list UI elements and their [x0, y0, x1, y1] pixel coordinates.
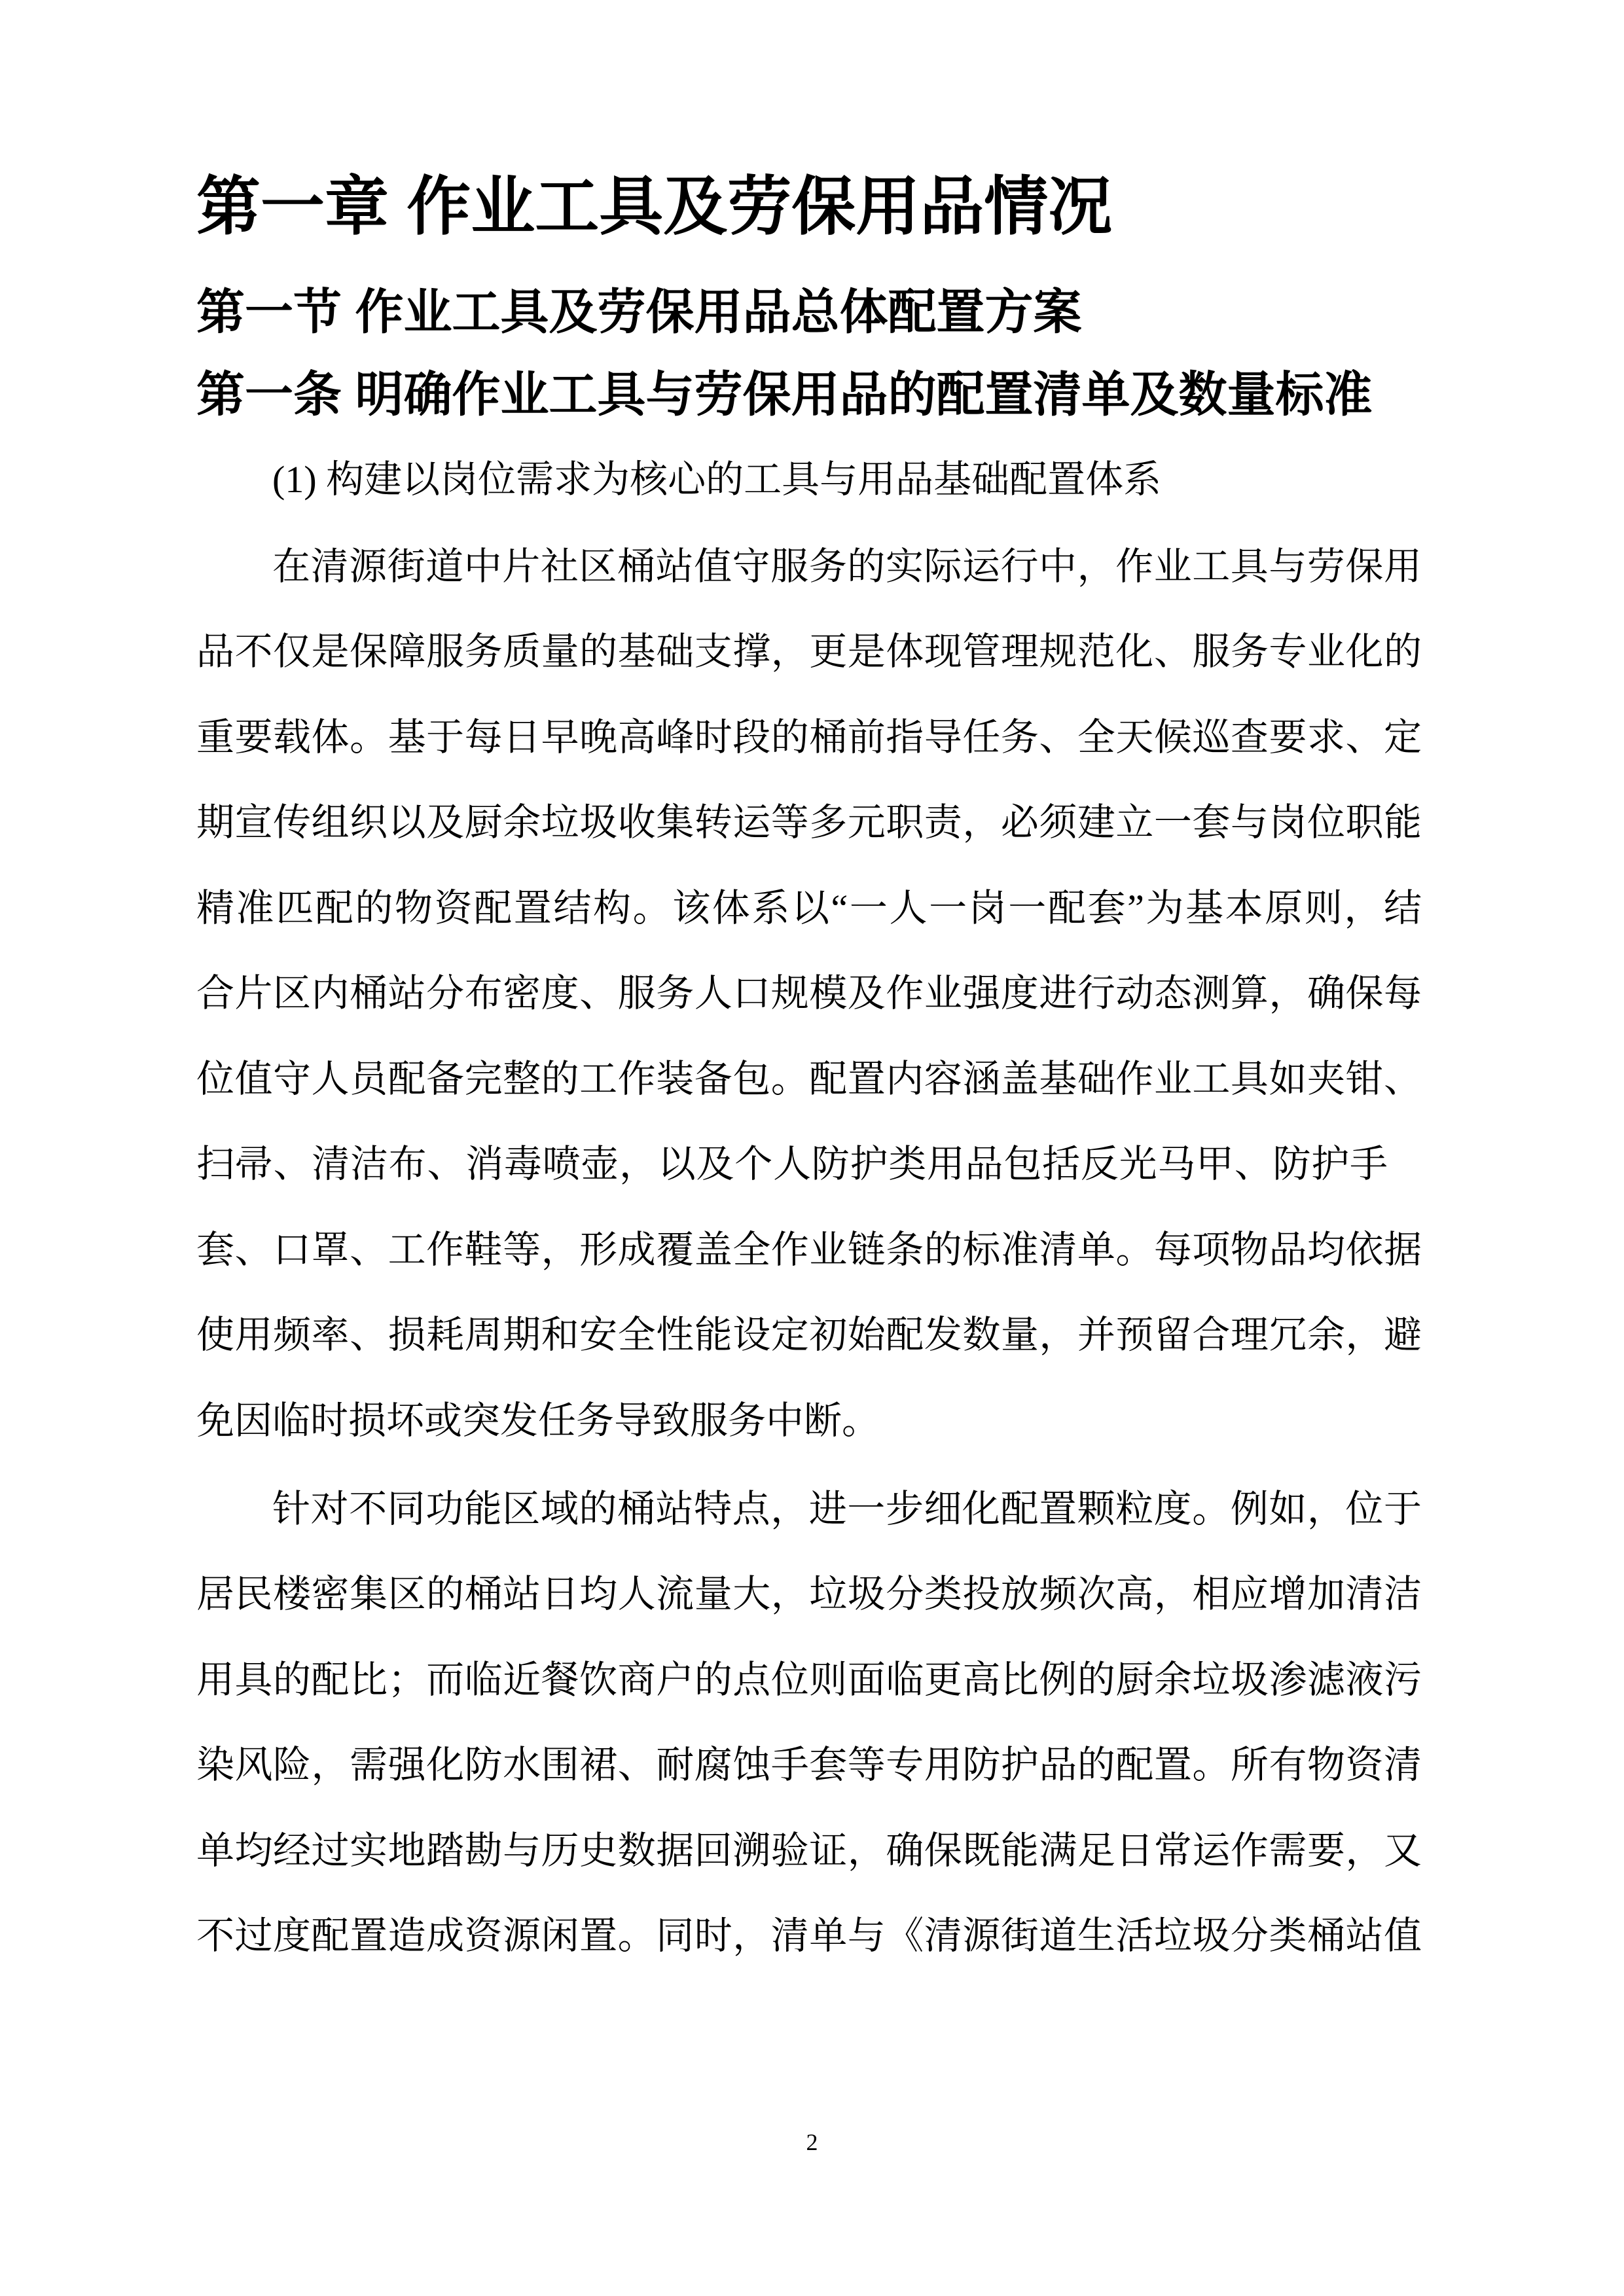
paragraph-line: 扫帚、清洁布、消毒喷壶，以及个人防护类用品包括反光马甲、防护手: [196, 1143, 1388, 1185]
article-title: 第一条 明确作业工具与劳保用品的配置清单及数量标准: [196, 367, 1373, 422]
paragraph-line: 染风险，需强化防水围裙、耐腐蚀手套等专用防护品的配置。所有物资清: [196, 1744, 1422, 1786]
paragraph-line: 期宣传组织以及厨余垃圾收集转运等多元职责，必须建立一套与岗位职能: [196, 801, 1422, 844]
paragraph-line: 不过度配置造成资源闲置。同时，清单与《清源街道生活垃圾分类桶站值: [196, 1914, 1422, 1957]
chapter-title: 第一章 作业工具及劳保用品情况: [196, 170, 1113, 242]
paragraph-line: 重要载体。基于每日早晚高峰时段的桶前指导任务、全天候巡查要求、定: [196, 716, 1422, 759]
paragraph-line: 在清源街道中片社区桶站值守服务的实际运行中，作业工具与劳保用: [272, 545, 1422, 588]
paragraph-line: 用具的配比；而临近餐饮商户的点位则面临更高比例的厨余垃圾渗滤液污: [196, 1659, 1422, 1701]
paragraph-line: 使用频率、损耗周期和安全性能设定初始配发数量，并预留合理冗余，避: [196, 1314, 1422, 1356]
paragraph-line: 免因临时损坏或突发任务导致服务中断。: [196, 1399, 880, 1442]
paragraph-line: 合片区内桶站分布密度、服务人口规模及作业强度进行动态测算，确保每: [196, 972, 1422, 1014]
paragraph-line: 针对不同功能区域的桶站特点，进一步细化配置颗粒度。例如，位于: [272, 1488, 1422, 1530]
section-title: 第一节 作业工具及劳保用品总体配置方案: [196, 285, 1082, 339]
paragraph-line: 品不仅是保障服务质量的基础支撑，更是体现管理规范化、服务专业化的: [196, 630, 1422, 673]
paragraph-line: 精准匹配的物资配置结构。该体系以“一人一岗一配套”为基本原则，结: [196, 887, 1422, 929]
page-number: 2: [806, 2129, 818, 2155]
paragraph-line: 单均经过实地踏勘与历史数据回溯验证，确保既能满足日常运作需要，又: [196, 1829, 1422, 1872]
item-heading: (1) 构建以岗位需求为核心的工具与用品基础配置体系: [272, 458, 1162, 501]
paragraph-line: 位值守人员配备完整的工作装备包。配置内容涵盖基础作业工具如夹钳、: [196, 1058, 1422, 1100]
paragraph-line: 套、口罩、工作鞋等，形成覆盖全作业链条的标准清单。每项物品均依据: [196, 1229, 1422, 1271]
paragraph-line: 居民楼密集区的桶站日均人流量大，垃圾分类投放频次高，相应增加清洁: [196, 1573, 1422, 1615]
